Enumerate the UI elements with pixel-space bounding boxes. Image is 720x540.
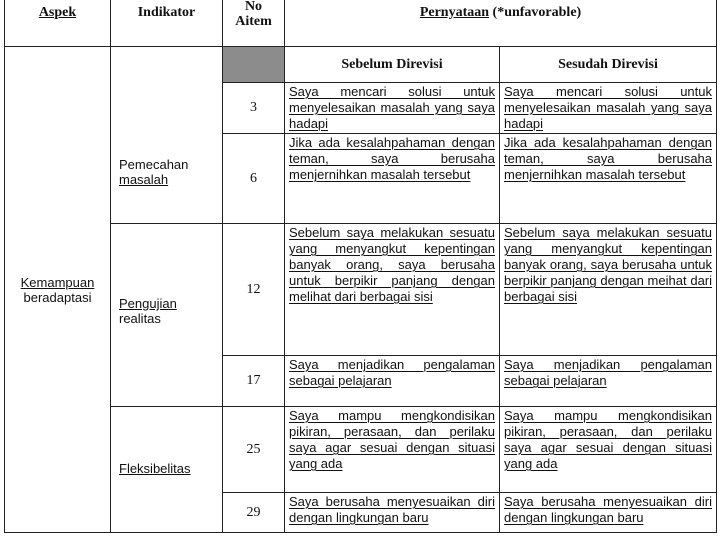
statement-after: Saya menjadikan pengalaman sebagai pelajaran (500, 356, 717, 407)
statement-after: Sebelum saya melakukan sesuatu yang menyangkut kepentingan banyak orang, saya berusaha untuk berpikir panjang dengan meihat dari berbagai sisi (500, 224, 717, 356)
header-pernyataan: Pernyataan (*unfavorable) (285, 0, 717, 47)
subheader-sesudah: Sesudah Direvisi (500, 47, 717, 83)
statement-after: Saya mampu mengkondisikan pikiran, perasaan, dan perilaku saya agar sesuai dengan situasi yang ada (500, 407, 717, 493)
header-no-aitem: No Aitem (223, 0, 285, 47)
statement-before: Saya berusaha menyesuaikan diri dengan lingkungan baru (285, 493, 500, 533)
indikator-fleksibelitas: Fleksibelitas (111, 407, 223, 533)
gray-cell (223, 47, 285, 83)
revision-table (4, 0, 717, 533)
item-number: 25 (223, 407, 285, 493)
statement-before: Jika ada kesalahpahaman dengan teman, saya berusaha menjernihkan masalah tersebut (285, 134, 500, 224)
header-indikator: Indikator (111, 0, 223, 47)
statement-before: Saya menjadikan pengalaman sebagai pelajaran (285, 356, 500, 407)
table-row (5, 224, 717, 356)
statement-before: Sebelum saya melakukan sesuatu yang menyangkut kepentingan banyak orang, saya berusaha untuk berpikir panjang dengan melihat dari berbagai sisi (285, 224, 500, 356)
indikator-pengujian-realitas: Pengujian realitas (111, 224, 223, 407)
item-number: 6 (223, 134, 285, 224)
subheader-sebelum: Sebelum Direvisi (285, 47, 500, 83)
header-aspek: Aspek (5, 0, 111, 47)
statement-before: Saya mampu mengkondisikan pikiran, perasaan, dan perilaku saya agar sesuai dengan situasi yang ada (285, 407, 500, 493)
table-row (5, 407, 717, 493)
statement-before: Saya mencari solusi untuk menyelesaikan masalah yang saya hadapi (285, 83, 500, 134)
item-number: 3 (223, 83, 285, 134)
indikator-pemecahan-masalah: Pemecahan masalah (111, 47, 223, 224)
aspek-cell: Kemampuan beradaptasi (5, 47, 111, 533)
item-number: 17 (223, 356, 285, 407)
item-number: 29 (223, 493, 285, 533)
statement-after: Saya berusaha menyesuaikan diri dengan lingkungan baru (500, 493, 717, 533)
statement-after: Saya mencari solusi untuk menyelesaikan masalah yang saya hadapi (500, 83, 717, 134)
statement-after: Jika ada kesalahpahaman dengan teman, saya berusaha menjernihkan masalah tersebut (500, 134, 717, 224)
item-number: 12 (223, 224, 285, 356)
